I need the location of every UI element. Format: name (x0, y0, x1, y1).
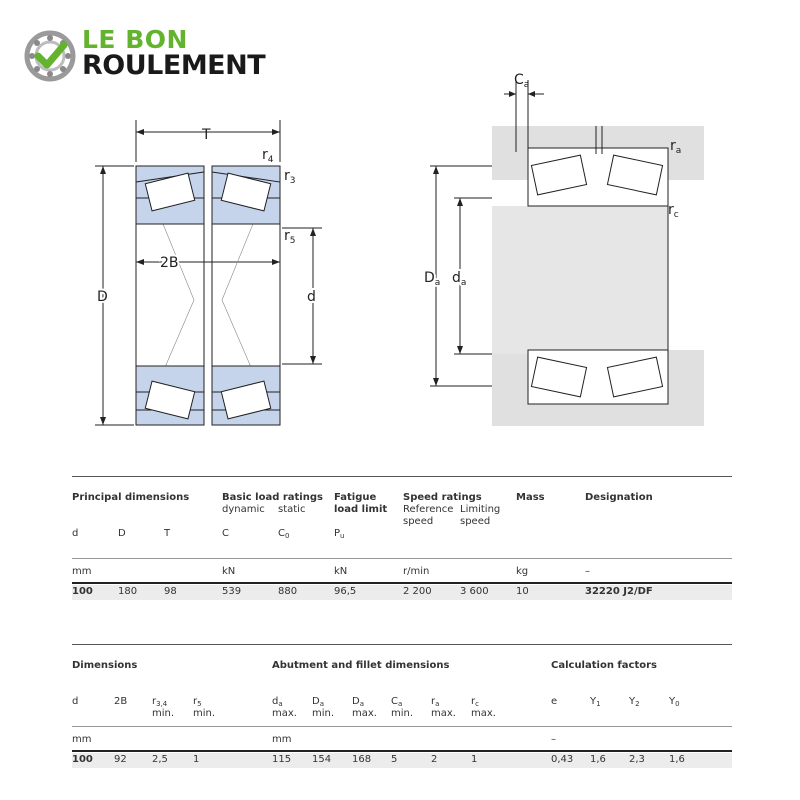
brand-line1: LE BON (82, 25, 188, 54)
label-D: D (97, 289, 108, 305)
svg-text:r4: $r_4$ (262, 147, 274, 165)
bearing-section-drawing (0, 120, 360, 440)
brand-line2: ROULEMENT (82, 50, 266, 81)
svg-text:rc: $r_c$ (668, 202, 679, 220)
header-principal: Principal dimensions (72, 492, 190, 503)
label-T: T (202, 127, 211, 143)
svg-text:ra: $r_a$ (670, 138, 682, 156)
header-basic-load: Basic load ratings (222, 492, 323, 503)
svg-text:da: $d_a$ (452, 270, 467, 288)
svg-text:Ca: $C_a$ (514, 72, 530, 90)
label-d: d (307, 289, 316, 305)
brand-logo (24, 25, 304, 84)
svg-text:Da: $D_a$ (424, 270, 441, 288)
svg-text:r3: $r_3$ (284, 168, 296, 186)
label-2B: 2B (160, 255, 179, 271)
mounting-drawing (410, 60, 730, 430)
svg-text:r5: $r_5$ (284, 228, 296, 246)
abutment-dimensions-table: Dimensions Abutment and fillet dimensions Calculation factors d 2B $r_{3,4}$ min. $r_5$ min. $d_a$ max. $D_a$ min. $D_a$ max. $C_a$ min. $r_a$ max. $r_c$ max. e $Y_1$ $Y_2$ $Y_0$ mm mm – 100 92 2,5 1 115 154 168 5 2 1 0,43 1,6 2,3 1,6 (72, 644, 732, 774)
bearing-check-icon (24, 30, 76, 82)
principal-dimensions-table: Principal dimensions Basic load ratings dynamic static Fatigue load limit Speed ratings Reference speed Limiting speed Mass Designation d D T C $C_0$ $P_u$ mm kN kN r/min kg – 100 180 98 539 880 96,5 2 200 3 600 10 32220 J2/DF (72, 476, 732, 606)
